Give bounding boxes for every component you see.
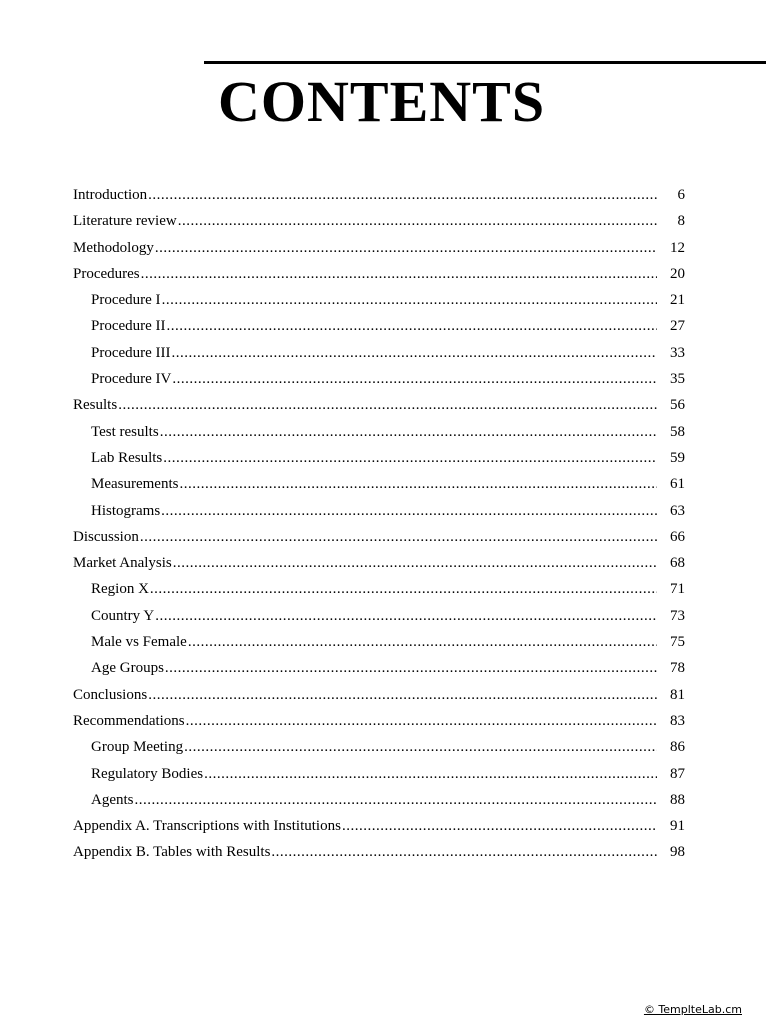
toc-entry-label: Market Analysis <box>73 555 172 572</box>
toc-entry-page-number: 12 <box>670 239 685 256</box>
toc-entry-page-number: 61 <box>670 476 685 493</box>
toc-entry <box>73 419 685 445</box>
toc-entry <box>73 839 685 865</box>
toc-entry-page-number: 91 <box>670 818 685 835</box>
toc-entry <box>73 655 685 681</box>
toc-entry <box>73 734 685 760</box>
toc-entry <box>73 708 685 734</box>
toc-dot-leader <box>155 235 657 261</box>
toc-entry-page-number: 71 <box>670 581 685 598</box>
toc-entry-page-number: 66 <box>670 528 685 545</box>
toc-entry-page-number: 73 <box>670 607 685 624</box>
toc-entry <box>73 392 685 418</box>
toc-entry <box>73 208 685 234</box>
toc-entry <box>73 576 685 602</box>
toc-entry <box>73 261 685 287</box>
toc-entry-label: Measurements <box>91 476 179 493</box>
toc-dot-leader <box>271 839 657 865</box>
toc-dot-leader <box>184 734 657 760</box>
toc-entry-label: Procedure I <box>91 292 161 309</box>
toc-entry-label: Recommendations <box>73 712 185 729</box>
toc-entry-label: Procedures <box>73 265 140 282</box>
toc-entry <box>73 629 685 655</box>
toc-entry-label: Country Y <box>91 607 155 624</box>
toc-entry <box>73 287 685 313</box>
toc-entry-label: Male vs Female <box>91 634 187 651</box>
toc-entry <box>73 603 685 629</box>
toc-entry-label: Lab Results <box>91 449 163 466</box>
toc-entry <box>73 524 685 550</box>
toc-entry-page-number: 83 <box>670 712 685 729</box>
toc-entry-page-number: 86 <box>670 739 685 756</box>
toc-entry <box>73 235 685 261</box>
toc-entry <box>73 787 685 813</box>
toc-entry-label: Results <box>73 397 118 414</box>
toc-entry-label: Introduction <box>73 187 148 203</box>
toc-dot-leader <box>118 392 657 418</box>
toc-entry-label: Region X <box>91 581 149 598</box>
toc-entry-label: Methodology <box>73 239 154 256</box>
toc-entry-page-number: 35 <box>670 371 685 388</box>
toc-entry <box>73 313 685 339</box>
toc-dot-leader <box>141 261 657 287</box>
toc-dot-leader <box>148 182 657 208</box>
toc-dot-leader <box>155 603 657 629</box>
toc-dot-leader <box>148 682 657 708</box>
toc-dot-leader <box>160 419 657 445</box>
toc-entry-page-number: 58 <box>670 423 685 440</box>
toc-dot-leader <box>204 761 657 787</box>
toc-entry <box>73 471 685 497</box>
toc-entry-label: Agents <box>91 791 134 808</box>
toc-dot-leader <box>135 787 658 813</box>
toc-dot-leader <box>161 498 657 524</box>
toc-dot-leader <box>173 550 657 576</box>
toc-entry-label: Procedure III <box>91 344 171 361</box>
toc-dot-leader <box>165 655 657 681</box>
toc-entry-page-number: 6 <box>677 187 685 203</box>
toc-entry <box>73 445 685 471</box>
toc-entry-label: Literature review <box>73 213 177 230</box>
toc-entry-label: Appendix B. Tables with Results <box>73 844 271 861</box>
toc-entry <box>73 761 685 787</box>
toc-entry-label: Conclusions <box>73 686 148 703</box>
toc-entry <box>73 550 685 576</box>
toc-entry-page-number: 8 <box>677 213 685 230</box>
toc-entry-label: Procedure IV <box>91 371 172 388</box>
toc-entry-page-number: 98 <box>670 844 685 861</box>
toc-entry-page-number: 75 <box>670 634 685 651</box>
toc-entry <box>73 682 685 708</box>
toc-dot-leader <box>186 708 657 734</box>
toc-entry-page-number: 56 <box>670 397 685 414</box>
toc-entry-label: Test results <box>91 423 159 440</box>
toc-dot-leader <box>188 629 657 655</box>
toc-entry <box>73 498 685 524</box>
toc-entry-page-number: 33 <box>670 344 685 361</box>
toc-entry-label: Appendix A. Transcriptions with Institutions <box>73 818 341 835</box>
toc-dot-leader <box>140 524 657 550</box>
toc-dot-leader <box>150 576 657 602</box>
toc-entry-page-number: 68 <box>670 555 685 572</box>
toc-entry-label: Procedure II <box>91 318 166 335</box>
toc-entry-page-number: 59 <box>670 449 685 466</box>
toc-entry-page-number: 27 <box>670 318 685 335</box>
toc-dot-leader <box>179 471 657 497</box>
toc-dot-leader <box>162 287 657 313</box>
toc-entry-page-number: 78 <box>670 660 685 677</box>
toc-dot-leader <box>172 340 657 366</box>
toc-entry-page-number: 88 <box>670 791 685 808</box>
toc-entry <box>73 340 685 366</box>
toc-entry-label: Regulatory Bodies <box>91 765 204 782</box>
toc-entry-label: Group Meeting <box>91 739 184 756</box>
toc-entry-page-number: 81 <box>670 686 685 703</box>
toc-dot-leader <box>342 813 657 839</box>
toc-entry-label: Discussion <box>73 528 139 545</box>
toc-entry <box>73 366 685 392</box>
toc-entry-page-number: 63 <box>670 502 685 519</box>
toc-entry-page-number: 21 <box>670 292 685 309</box>
toc-entry-page-number: 87 <box>670 765 685 782</box>
toc-entry-label: Histograms <box>91 502 161 519</box>
toc-dot-leader <box>163 445 657 471</box>
toc-entry-label: Age Groups <box>91 660 164 677</box>
copyright-footer: © TemplteLab.cm <box>643 1003 742 1016</box>
page-title: CONTENTS <box>218 69 546 134</box>
toc-entry <box>73 182 685 208</box>
toc-dot-leader <box>172 366 657 392</box>
toc-entry <box>73 813 685 839</box>
toc-dot-leader <box>178 208 657 234</box>
toc-entry-page-number: 20 <box>670 265 685 282</box>
toc-dot-leader <box>167 313 657 339</box>
title-rule <box>204 61 766 64</box>
table-of-contents <box>73 182 685 866</box>
